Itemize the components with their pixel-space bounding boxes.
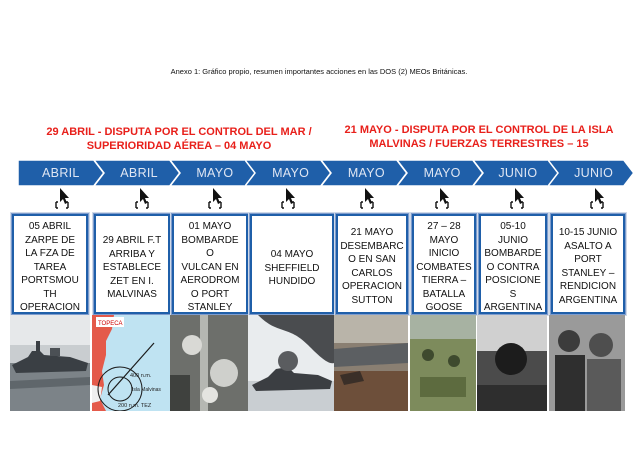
event-text-line: DESEMBARC	[340, 240, 404, 252]
event-text-line: SHEFFIELD	[264, 262, 320, 274]
event-text-line: BOMBARDE	[181, 234, 239, 246]
event-text-line: COMBATES	[416, 261, 472, 273]
event-card-3	[170, 212, 250, 316]
photo-airfield-bombing	[170, 315, 248, 411]
event-text-line: 01 MAYO	[188, 221, 232, 232]
event-text-line: 04 MAYO	[270, 249, 314, 260]
event-text-line: CARLOS	[351, 267, 393, 279]
month-label: JUNIO	[498, 166, 538, 180]
event-text-line: OPERACION	[19, 302, 80, 312]
cursor-icon	[54, 188, 72, 210]
event-card-5	[334, 212, 410, 316]
month-label: ABRIL	[42, 166, 80, 180]
photo-fleet-departure	[10, 315, 90, 411]
event-text-line: SUTTON	[351, 294, 393, 306]
event-text-line: 29 ABRIL F.T	[102, 235, 162, 246]
map-island-label: Isla Malvinas	[132, 387, 161, 393]
event-text	[559, 216, 617, 307]
cursor-icon	[509, 188, 527, 210]
event-card-body	[338, 216, 406, 312]
event-text-line: STANLEY	[187, 302, 233, 312]
event-text-line: OPERACION	[341, 281, 402, 292]
event-card-body	[14, 216, 86, 312]
event-text-line: O	[206, 248, 214, 259]
month-timeline	[18, 160, 624, 186]
event-text-line: TIERRA –	[421, 275, 467, 286]
event-text-line: PORT	[574, 254, 602, 265]
event-card-7	[477, 212, 549, 316]
phase-title-sea-air: 29 ABRIL - DISPUTA POR EL CONTROL DEL MAR / SUPERIORIDAD AÉREA – 04 MAYO	[46, 126, 312, 152]
month-label: MAYO	[423, 166, 461, 180]
photo-surrender	[549, 315, 625, 411]
event-text-line: ARGENTINA	[558, 294, 618, 306]
map-title-label: TOPECA	[98, 321, 123, 327]
event-card-6	[410, 212, 478, 316]
event-text-line: MAYO	[429, 234, 459, 246]
photo-bombardment	[477, 315, 547, 411]
event-text-line: TH	[43, 288, 57, 300]
event-text-line: LA FZA DE	[25, 248, 75, 259]
event-text-line: MALVINAS	[107, 289, 157, 300]
cursor-icon	[280, 188, 298, 210]
cursor-icon	[359, 188, 377, 210]
event-text-line: HUNDIDO	[268, 276, 316, 287]
timeline-chevron-7	[473, 160, 559, 186]
event-text-line: ARRIBA Y	[109, 248, 155, 260]
event-card-8	[549, 212, 627, 316]
event-text-line: INICIO	[428, 248, 460, 259]
timeline-chevron-6	[397, 160, 483, 186]
event-card-4	[248, 212, 336, 316]
photo-exclusion-zone-map	[92, 315, 172, 411]
timeline-chevron-3	[170, 160, 256, 186]
photo-san-carlos-landing	[334, 315, 408, 411]
event-text	[416, 216, 471, 312]
event-text	[103, 216, 162, 302]
event-text-line: POSICIONE	[485, 275, 541, 286]
event-text-line: VULCAN EN	[181, 261, 239, 273]
event-text-line: AERODROM	[180, 275, 240, 286]
month-label: JUNIO	[574, 166, 614, 180]
event-text-line: BOMBARDE	[484, 248, 542, 259]
event-text-line: O PORT	[190, 288, 230, 300]
month-label: MAYO	[196, 166, 234, 180]
event-text-line: 05-10	[500, 221, 526, 232]
event-text-line: TAREA	[33, 261, 67, 273]
timeline-chevron-8	[548, 160, 634, 186]
event-card-body	[414, 216, 474, 312]
event-text-line: ARGENTINA	[483, 302, 543, 312]
timeline-chevron-1	[18, 160, 104, 186]
timeline-chevron-5	[321, 160, 407, 186]
event-text-line: ESTABLECE	[102, 262, 162, 273]
event-card-body	[96, 216, 168, 312]
event-card-body	[553, 216, 623, 312]
phase-title-land: 21 MAYO - DISPUTA POR EL CONTROL DE LA ISLA MALVINAS / FUERZAS TERRESTRES – 15	[344, 124, 614, 150]
event-text	[20, 216, 80, 312]
event-text-line: 27 – 28	[427, 221, 461, 232]
event-text	[264, 216, 319, 289]
event-text-line: 05 ABRIL	[28, 221, 72, 232]
event-text-line: RENDICION	[559, 281, 617, 292]
event-text-line: O CONTRA	[486, 261, 540, 273]
event-text-line: 21 MAYO	[350, 227, 394, 238]
event-text-line: GOOSE	[425, 302, 463, 312]
timeline-chevron-2	[94, 160, 180, 186]
map-ring-inner-label: 200 n.m. TEZ	[118, 403, 152, 409]
event-text-line: PORTSMOU	[21, 275, 79, 286]
event-text-line: O EN SAN	[348, 254, 396, 265]
month-label: MAYO	[272, 166, 310, 180]
event-text	[181, 216, 240, 312]
event-card-2	[92, 212, 172, 316]
event-text-line: ZARPE DE	[24, 234, 75, 246]
cursor-icon	[434, 188, 452, 210]
event-text	[340, 216, 403, 307]
cursor-icon	[207, 188, 225, 210]
event-card-body	[252, 216, 332, 312]
event-text-line: ZET EN I.	[110, 275, 154, 287]
month-label: ABRIL	[120, 166, 158, 180]
event-text-line: ASALTO A	[564, 240, 612, 252]
event-text-line: S	[509, 288, 517, 300]
event-text	[484, 216, 542, 312]
cursor-icon	[134, 188, 152, 210]
month-label: MAYO	[347, 166, 385, 180]
event-card-1	[10, 212, 90, 316]
photo-sheffield-burning	[248, 315, 334, 411]
event-text-line: 10-15 JUNIO	[558, 227, 618, 238]
cursor-icon	[589, 188, 607, 210]
event-card-body	[174, 216, 246, 312]
event-text-line: STANLEY –	[561, 267, 615, 279]
event-card-body	[481, 216, 545, 312]
timeline-chevron-4	[245, 160, 331, 186]
event-text-line: JUNIO	[498, 234, 528, 246]
map-ring-outer-label: 400 n.m.	[130, 373, 152, 379]
caption: Anexo 1: Gráfico propio, resumen importantes acciones en las DOS (2) MEOs Británicas.	[170, 67, 468, 76]
photo-goose-green-battle	[410, 315, 476, 411]
event-text-line: BATALLA	[422, 288, 466, 300]
